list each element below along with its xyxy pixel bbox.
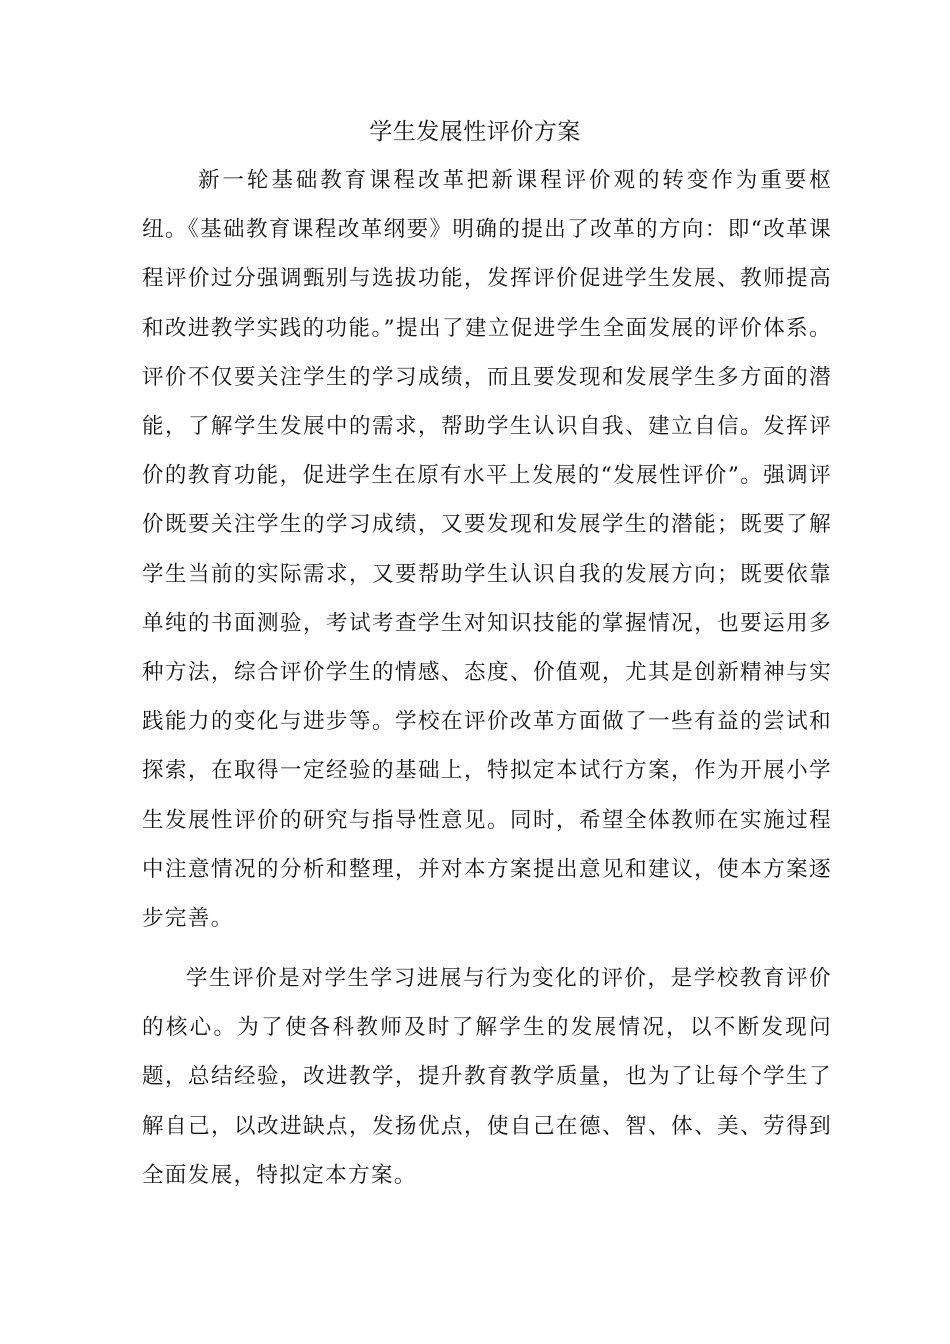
paragraph-purpose: 学生评价是对学生学习进展与行为变化的评价，是学校教育评价的核心。为了使各科教师及时了解学生的发展情况，以不断发现问题，总结经验，改进教学，提升教育教学质量，也为了让每个学生了解自己，以改进缺点，发扬优点，使自己在德、智、体、美、劳得到全面发展，特拟定本方案。 xyxy=(142,966,832,1188)
paragraph-intro: 新一轮基础教育课程改革把新课程评价观的转变作为重要枢纽。《基础教育课程改革纲要》明确的提出了改革的方向：即“改革课程评价过分强调甄别与选拔功能，发挥评价促进学生发展、教师提高和改进教学实践的功能。”提出了建立促进学生全面发展的评价体系。评价不仅要关注学生的学习成绩，而且要发现和发展学生多方面的潜能，了解学生发展中的需求，帮助学生认识自我、建立自信。发挥评价的教育功能，促进学生在原有水平上发展的“发展性评价”。强调评价既要关注学生的学习成绩，又要发现和发展学生的潜能；既要了解学生当前的实际需求，又要帮助学生认识自我的发展方向；既要依靠单纯的书面测验，考试考查学生对知识技能的掌握情况，也要运用多种方法，综合评价学生的情感、态度、价值观，尤其是创新精神与实践能力的变化与进步等。学校在评价改革方面做了一些有益的尝试和探索，在取得一定经验的基础上，特拟定本试行方案，作为开展小学生发展性评价的研究与指导性意见。同时，希望全体教师在实施过程中注意情况的分析和整理，并对本方案提出意见和建议，使本方案逐步完善。 xyxy=(142,168,832,932)
document-title: 学生发展性评价方案 xyxy=(369,119,581,145)
